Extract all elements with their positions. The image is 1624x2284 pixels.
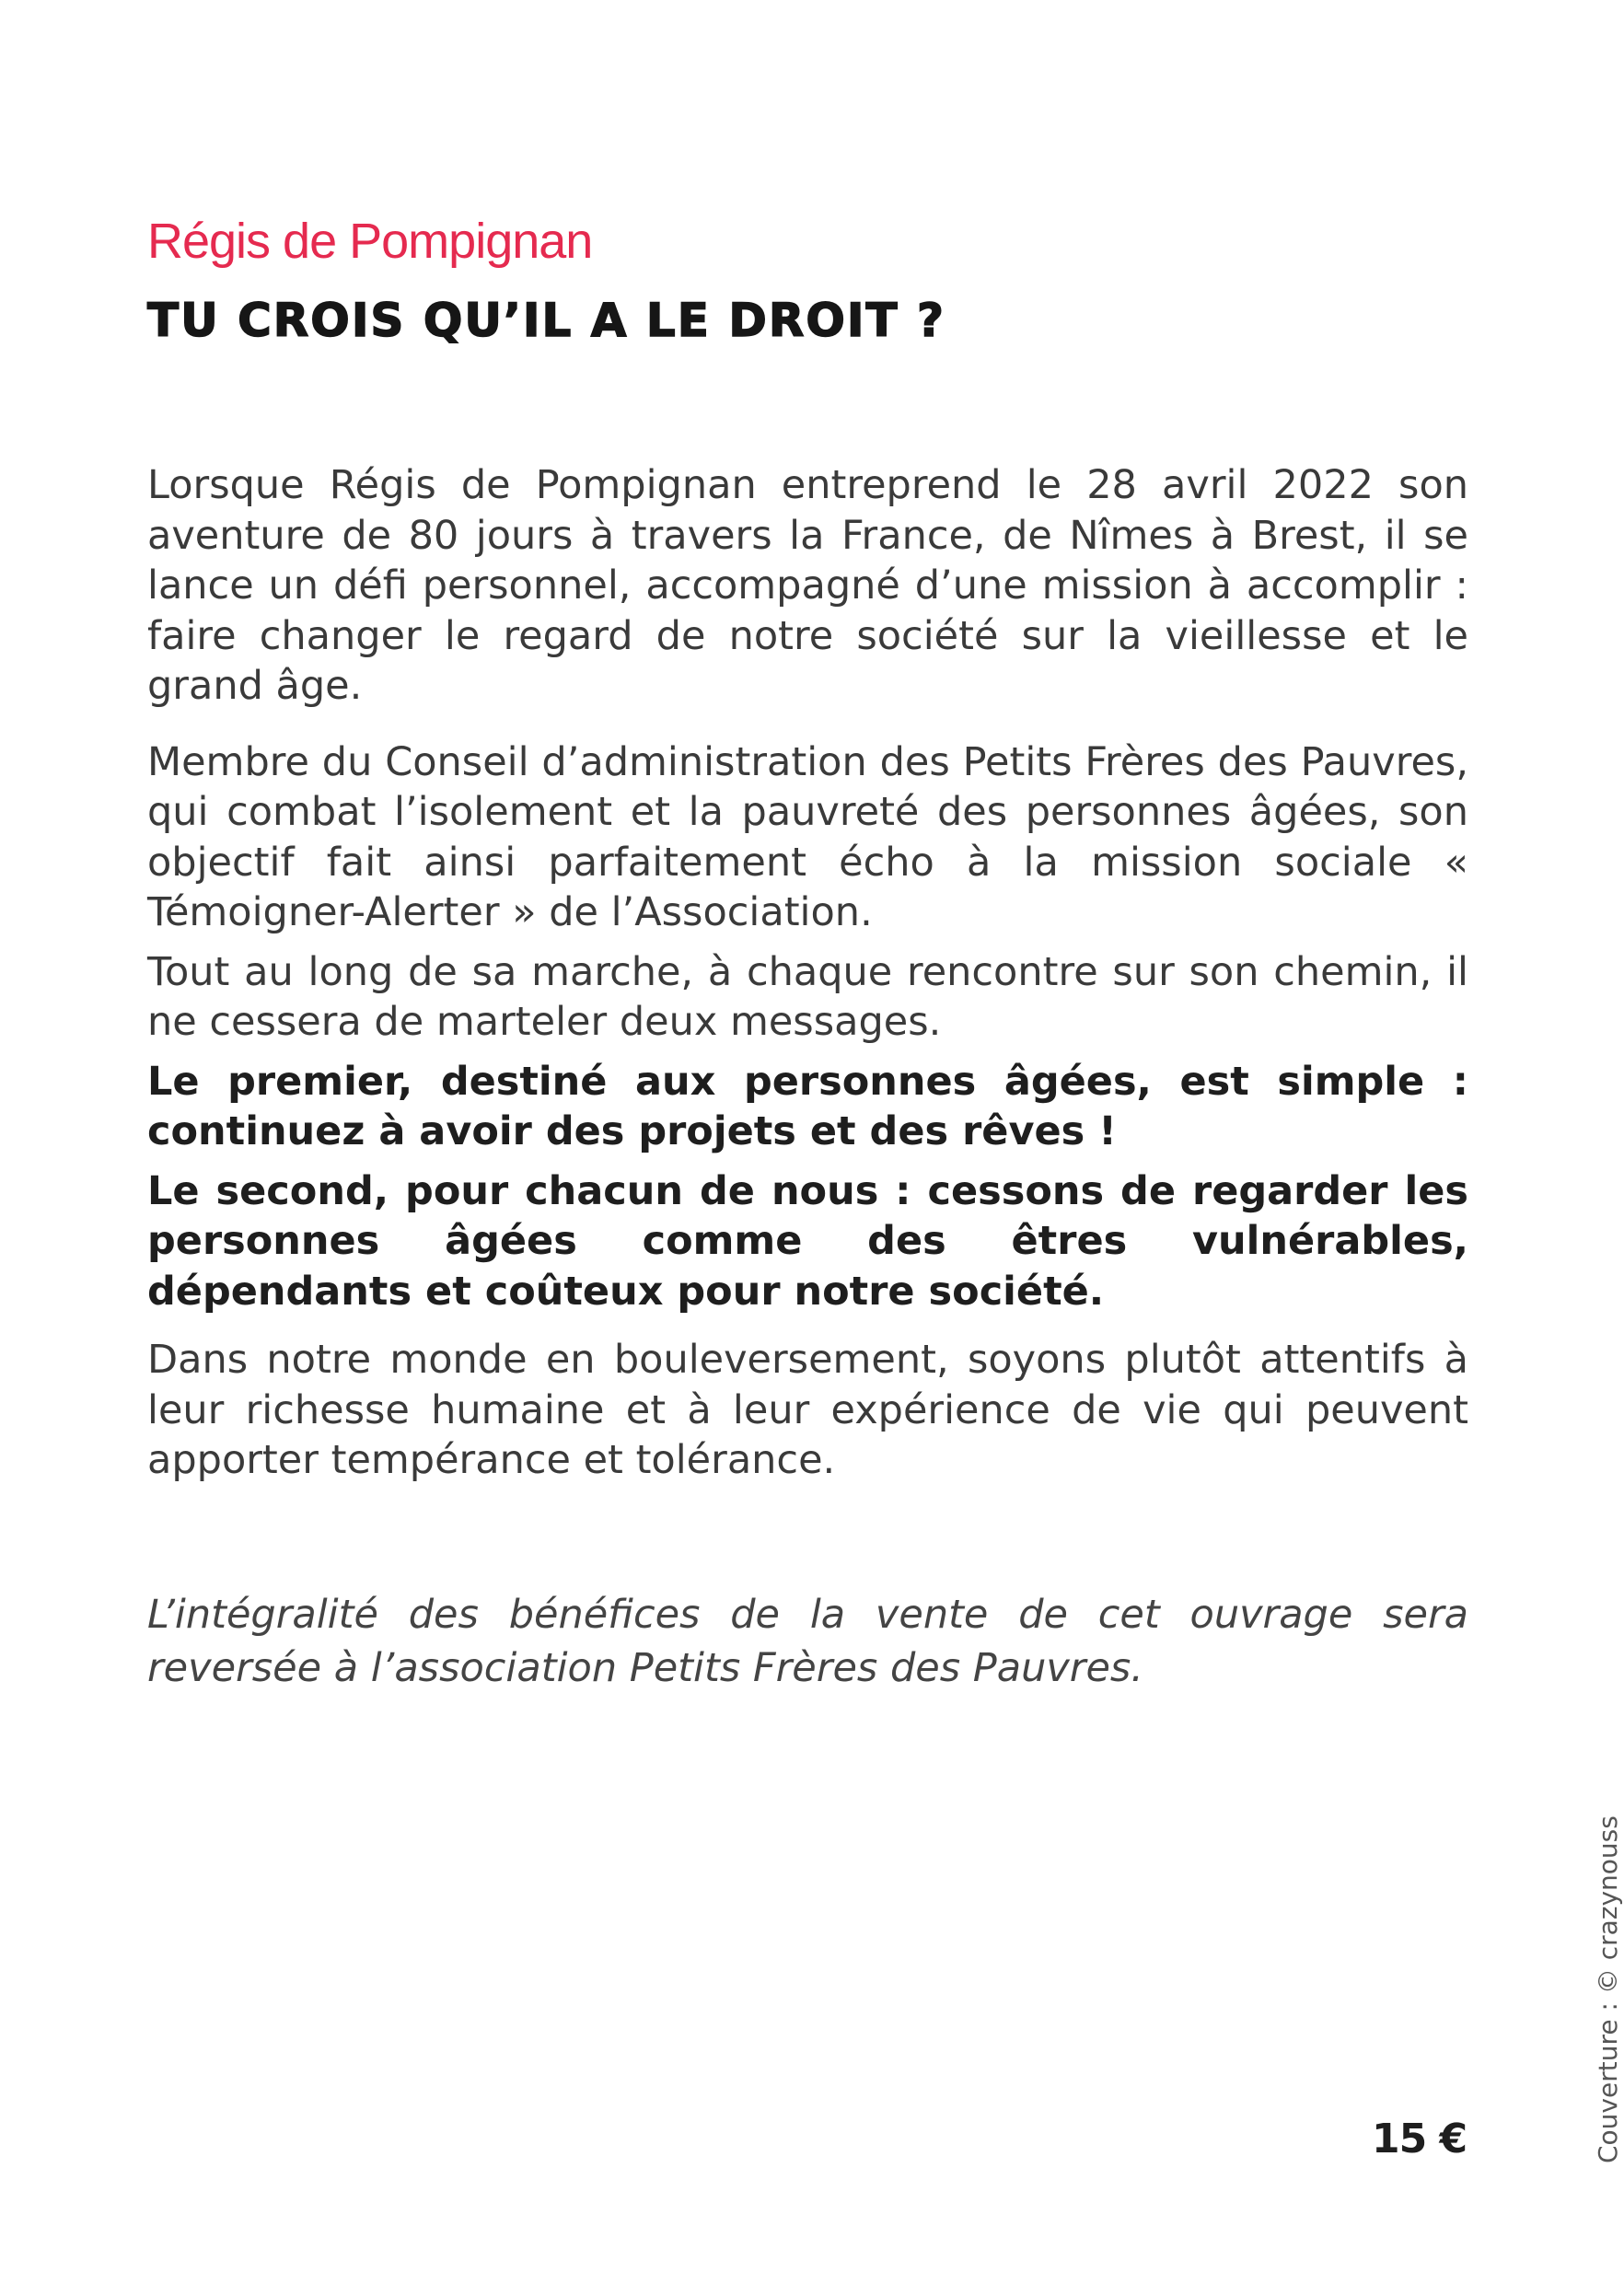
proceeds-note: L’intégralité des bénéfices de la vente de cet ouvrage sera reversée à l’association Petits Frères des Pauvres. — [147, 1592, 1468, 1691]
author-name: Régis de Pompignan — [147, 214, 593, 269]
blurb-paragraph-2: Membre du Conseil d’administration des Petits Frères des Pauvres, qui combat l’isolement et la pauvreté des personnes âgées, son objectif fait ainsi parfaitement écho à la mission sociale « Témoigner-Alerter » de l’Association. — [147, 738, 1468, 935]
blurb — [147, 460, 1468, 1486]
cover-credit: Couverture : © crazynouss — [1593, 1815, 1623, 2163]
blurb-message-1: Le premier, destiné aux personnes âgées, est simple : continuez à avoir des projets et des rêves ! — [147, 1058, 1468, 1154]
price-tag: 15 € — [1372, 2116, 1467, 2162]
blurb-paragraph-4: Dans notre monde en bouleversement, soyons plutôt attentifs à leur richesse humaine et à leur expérience de vie qui peuvent apporter tempérance et tolérance. — [147, 1337, 1468, 1483]
blurb-paragraph-3: Tout au long de sa marche, à chaque rencontre sur son chemin, il ne cessera de marteler deux messages. — [147, 948, 1468, 1045]
blurb-paragraph-1: Lorsque Régis de Pompignan entreprend le 28 avril 2022 son aventure de 80 jours à travers la France, de Nîmes à Brest, il se lance un défi personnel, accompagné d’une mission à accomplir : faire changer le regard de notre société sur la vieillesse et le grand âge. — [147, 462, 1468, 709]
blurb-message-2: Le second, pour chacun de nous : cessons de regarder les personnes âgées comme des êtres vulnérables, dépendants et coûteux pour notre société. — [147, 1167, 1468, 1315]
book-title: TU CROIS QU’IL A LE DROIT ? — [147, 294, 945, 347]
